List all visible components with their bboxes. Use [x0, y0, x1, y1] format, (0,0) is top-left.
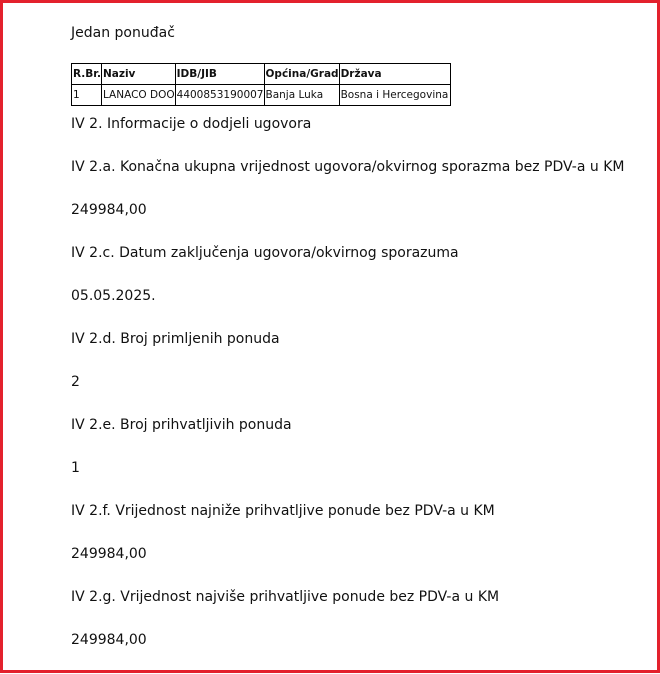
award-info-sections	[71, 115, 647, 649]
section-2c	[71, 244, 647, 305]
section-2f	[71, 502, 647, 563]
section-value: 249984,00	[71, 202, 147, 218]
section-2e	[71, 416, 647, 477]
section-label: IV 2.e. Broj prihvatljivih ponuda	[71, 417, 292, 433]
section-label: IV 2.a. Konačna ukupna vrijednost ugovora/okvirnog sporazma bez PDV-a u KM	[71, 159, 625, 175]
table-header-row	[72, 64, 451, 85]
header-naziv: Naziv	[101, 64, 175, 85]
header-opcina-grad: Općina/Grad	[264, 64, 339, 85]
cell-drzava: Bosna i Hercegovina	[339, 85, 450, 106]
section-2d	[71, 330, 647, 391]
header-drzava: Država	[339, 64, 450, 85]
section-label: IV 2.f. Vrijednost najniže prihvatljive ponude bez PDV-a u KM	[71, 503, 495, 519]
section-label: IV 2.d. Broj primljenih ponuda	[71, 331, 280, 347]
section-value: 2	[71, 374, 80, 390]
section-value: 249984,00	[71, 546, 147, 562]
bidders-table	[71, 63, 451, 106]
section-title: IV 2. Informacije o dodjeli ugovora	[71, 116, 312, 132]
section-label: IV 2.c. Datum zaključenja ugovora/okvirnog sporazuma	[71, 245, 459, 261]
section-value: 1	[71, 460, 80, 476]
section-value: 05.05.2025.	[71, 288, 156, 304]
section-label: IV 2.g. Vrijednost najviše prihvatljive ponude bez PDV-a u KM	[71, 589, 500, 605]
document-content	[71, 24, 647, 674]
cell-opcina-grad: Banja Luka	[264, 85, 339, 106]
offer-heading: Jedan ponuđač	[71, 25, 175, 41]
section-2a	[71, 158, 647, 219]
cell-naziv: LANACO DOO	[101, 85, 175, 106]
cell-idb-jib: 4400853190007	[175, 85, 264, 106]
section-2g	[71, 588, 647, 649]
header-rbr: R.Br.	[72, 64, 102, 85]
table-row	[72, 85, 451, 106]
cell-rbr: 1	[72, 85, 102, 106]
header-idb-jib: IDB/JIB	[175, 64, 264, 85]
section-value: 249984,00	[71, 632, 147, 648]
